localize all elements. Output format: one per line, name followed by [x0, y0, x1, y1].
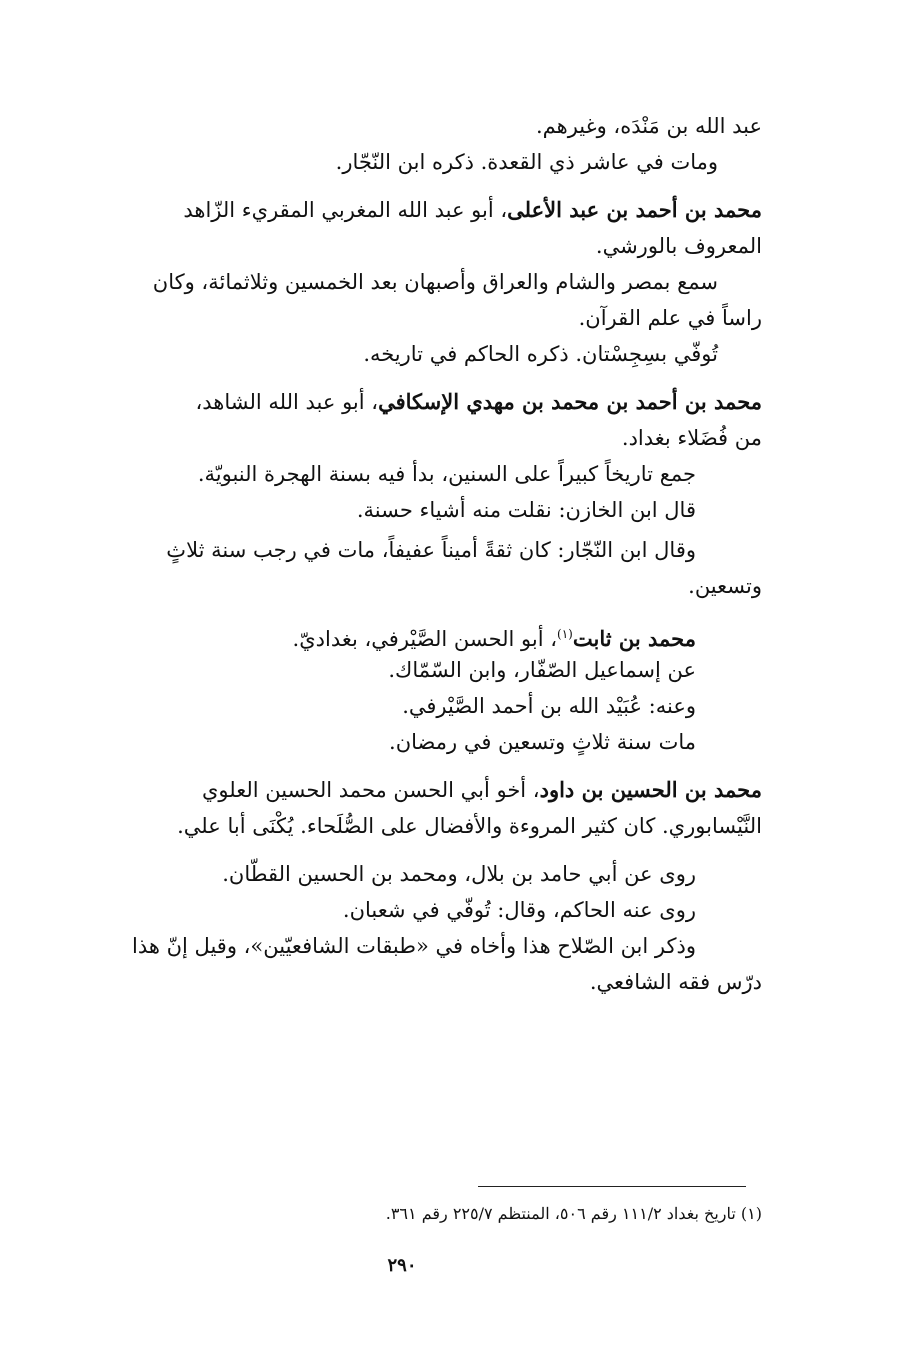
- text-line: سمع بمصر والشام والعراق وأصبهان بعد الخمسين وثلاثمائة، وكان: [152, 270, 718, 294]
- text-line: من فُضَلاء بغداد.: [621, 426, 762, 450]
- entry-name: محمد بن الحسين بن داود: [539, 777, 762, 802]
- text-line: المعروف بالورشي.: [595, 234, 762, 258]
- entry-heading-line: [50, 384, 762, 420]
- main-text: [50, 108, 762, 1000]
- entry-name: محمد بن ثابت: [572, 626, 696, 651]
- entry-heading-line: [50, 616, 762, 652]
- text-line: روى عنه الحاكم، وقال: تُوفّي في شعبان.: [342, 898, 696, 922]
- text-line: النَّيْسابوري. كان كثير المروءة والأفضال على الصُّلَحاء. يُكْنَى أبا علي.: [177, 814, 762, 838]
- text-line: وذكر ابن الصّلاح هذا وأخاه في «طبقات الشافعيّين»، وقيل إنّ هذا: [132, 934, 696, 958]
- page-number: ٢٩٠: [387, 1255, 417, 1276]
- text-line: ومات في عاشر ذي القعدة. ذكره ابن النّجّار.: [335, 150, 718, 174]
- text-fragment: ، أبو عبد الله المغربي المقريء الزّاهد: [183, 198, 508, 222]
- text-line: درّس فقه الشافعي.: [589, 970, 762, 994]
- text-line: قال ابن الخازن: نقلت منه أشياء حسنة.: [356, 498, 696, 522]
- text-fragment: ، أبو الحسن الصَّيْرفي، بغداديّ.: [292, 627, 558, 651]
- entry-name: محمد بن أحمد بن عبد الأعلى: [507, 197, 762, 222]
- footnote: (١) تاريخ بغداد ١١١/٢ رقم ٥٠٦، المنتظم ٢٢٥/٧ رقم ٣٦١.: [385, 1204, 762, 1223]
- text-line: تُوفّي بسِجِسْتان. ذكره الحاكم في تاريخه.: [363, 342, 718, 366]
- text-line: وقال ابن النّجّار: كان ثقةً أميناً عفيفاً، مات في رجب سنة ثلاثٍ: [166, 538, 696, 562]
- text-line: جمع تاريخاً كبيراً على السنين، بدأ فيه بسنة الهجرة النبويّة.: [197, 462, 696, 486]
- text-line: عن إسماعيل الصّفّار، وابن السّمّاك.: [388, 658, 696, 682]
- text-fragment: ، أخو أبي الحسن محمد الحسين العلوي: [201, 778, 540, 802]
- footnote-divider: [478, 1186, 746, 1187]
- entry-heading-line: [50, 772, 762, 808]
- entry-heading-line: [50, 192, 762, 228]
- text-line: راساً في علم القرآن.: [578, 306, 762, 330]
- text-line: عبد الله بن مَنْدَه، وغيرهم.: [535, 114, 762, 138]
- text-line: وعنه: عُبَيْد الله بن أحمد الصَّيْرفي.: [402, 694, 696, 718]
- text-line: مات سنة ثلاثٍ وتسعين في رمضان.: [389, 730, 696, 754]
- text-line: روى عن أبي حامد بن بلال، ومحمد بن الحسين القطّان.: [222, 862, 696, 886]
- text-line: وتسعين.: [688, 574, 762, 598]
- text-fragment: ، أبو عبد الله الشاهد،: [195, 390, 379, 414]
- footnote-marker: (١): [557, 627, 573, 641]
- entry-name: محمد بن أحمد بن محمد بن مهدي الإسكافي: [378, 389, 762, 414]
